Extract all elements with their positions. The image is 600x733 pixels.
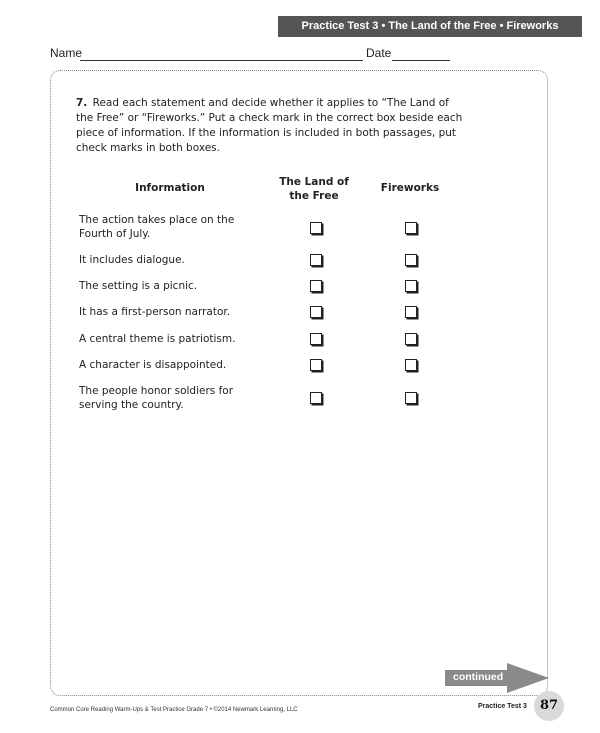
continued-arrow	[445, 663, 549, 693]
checkbox-land-row-2[interactable]	[310, 254, 322, 266]
checkbox-fireworks-row-1[interactable]	[405, 222, 417, 234]
statement-row-1: The action takes place on the Fourth of July.	[79, 214, 235, 240]
column-header-information: Information	[135, 182, 205, 194]
footer-section-label: Practice Test 3	[478, 703, 527, 710]
name-field[interactable]	[80, 60, 363, 61]
column-header-land-of-the-free: The Land of the Free	[279, 176, 349, 202]
statement-row-6: A character is disappointed.	[79, 359, 227, 371]
header-title-bar: Practice Test 3 • The Land of the Free • Fireworks	[278, 16, 582, 37]
checkbox-land-row-3[interactable]	[310, 280, 322, 292]
statement-row-3: The setting is a picnic.	[79, 280, 198, 292]
question-text: Read each statement and decide whether it applies to “The Land of the Free” or “Fireworks.” Put a check mark in the correct box beside each piece of information. If the information is included in both passages, put check marks in both boxes.	[76, 97, 463, 154]
question-7	[76, 96, 466, 156]
column-header-fireworks: Fireworks	[380, 182, 440, 194]
checkbox-fireworks-row-5[interactable]	[405, 333, 417, 345]
statement-row-2: It includes dialogue.	[79, 254, 185, 266]
continued-label: continued	[453, 671, 504, 683]
statement-row-4: It has a first-person narrator.	[79, 306, 231, 318]
checkbox-fireworks-row-3[interactable]	[405, 280, 417, 292]
question-number: 7.	[76, 97, 88, 109]
checkbox-land-row-4[interactable]	[310, 306, 322, 318]
footer-copyright: Common Core Reading Warm-Ups & Test Practice Grade 7 • ©2014 Newmark Learning, LLC	[50, 707, 298, 713]
checkbox-fireworks-row-2[interactable]	[405, 254, 417, 266]
date-label: Date	[366, 46, 392, 60]
statement-row-5: A central theme is patriotism.	[79, 333, 236, 345]
statement-row-7: The people honor soldiers for serving the country.	[79, 385, 234, 411]
checkbox-fireworks-row-7[interactable]	[405, 392, 417, 404]
checkbox-land-row-1[interactable]	[310, 222, 322, 234]
checkbox-land-row-5[interactable]	[310, 333, 322, 345]
name-label: Name	[50, 46, 83, 60]
checkbox-land-row-7[interactable]	[310, 392, 322, 404]
date-field[interactable]	[392, 60, 450, 61]
checkbox-fireworks-row-4[interactable]	[405, 306, 417, 318]
checkbox-fireworks-row-6[interactable]	[405, 359, 417, 371]
checkbox-land-row-6[interactable]	[310, 359, 322, 371]
question-panel	[50, 70, 548, 696]
page-number: 87	[534, 691, 564, 721]
